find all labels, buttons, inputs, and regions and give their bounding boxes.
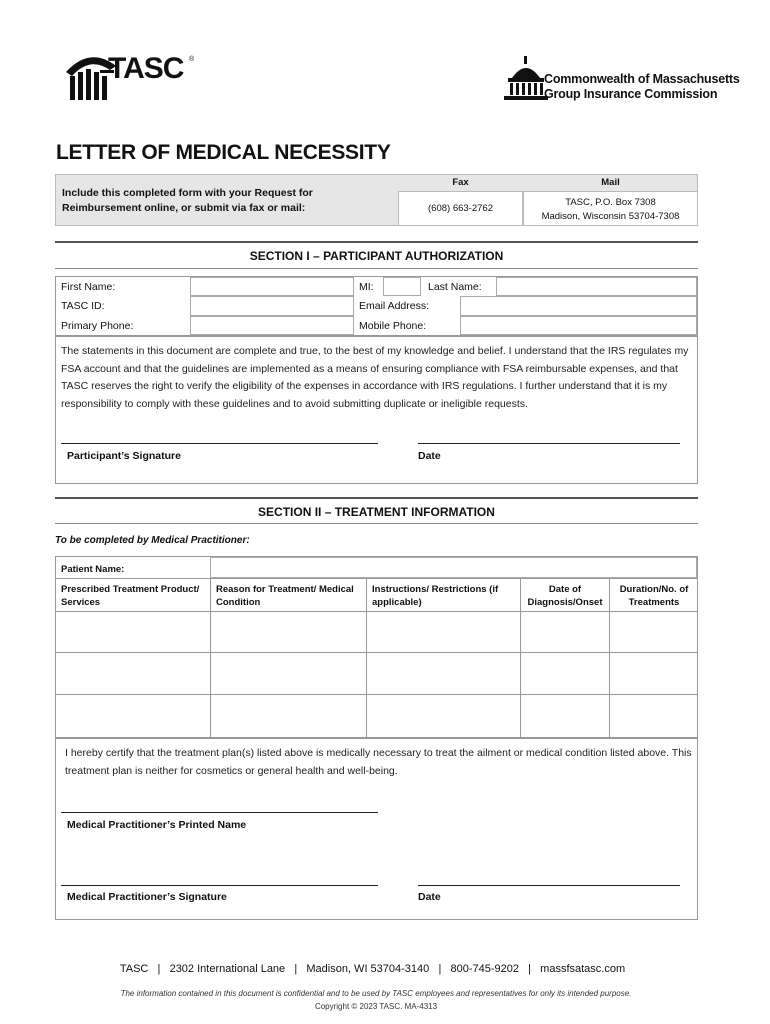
row-divider (55, 578, 698, 579)
submission-instruction: Include this completed form with your Request for Reimbursement online, or submit via fax or mail: (62, 187, 313, 214)
mail-address-line-2: Madison, Wisconsin 53704-7308 (541, 211, 680, 222)
tasc-id-field[interactable] (190, 296, 354, 316)
practitioner-printed-name-line[interactable] (61, 812, 378, 813)
last-name-field[interactable] (496, 277, 697, 296)
first-name-label: First Name: (61, 281, 116, 293)
footer-contact: TASC | 2302 International Lane | Madison, WI 53704-3140 | 800-745-9202 | massfsatasc.com (119, 963, 626, 975)
practitioner-instruction: To be completed by Medical Practitioner: (55, 535, 250, 546)
confidentiality-note: The information contained in this document is confidential and to be used by TASC employees and representatives for only its intended purpose. (120, 989, 632, 998)
gic-line-1: Commonwealth of Massachusetts (544, 72, 740, 86)
last-name-label: Last Name: (428, 281, 482, 293)
participant-signature-label: Participant’s Signature (67, 450, 181, 462)
patient-name-label: Patient Name: (61, 564, 125, 575)
practitioner-signature-line[interactable] (61, 885, 378, 886)
document-title: LETTER OF MEDICAL NECESSITY (56, 141, 391, 164)
gic-line-2: Group Insurance Commission (544, 87, 718, 101)
email-label: Email Address: (359, 300, 430, 312)
section-2-rule (55, 497, 698, 499)
tasc-wordmark: TASC (108, 52, 184, 85)
treatment-row[interactable] (56, 653, 697, 694)
gic-name (544, 72, 740, 102)
section-2-title: SECTION II – TREATMENT INFORMATION (258, 505, 495, 519)
tasc-trademark: ® (189, 56, 195, 63)
mail-heading: Mail (601, 177, 620, 188)
authorization-statement: The statements in this document are complete and true, to the best of my knowledge and belief. I understand that the IRS regulates my FSA account and that the guidelines are implemented as a means of ensuring compliance with FSA reimbursable expenses, and that TASC reserves the right to verify the eligibility of the expenses in accordance with IRS regulations. I further understand that it is my responsibility to comply with these guidelines and to avoid submitting duplicate or ineligible requests. (61, 345, 689, 410)
state-house-icon (502, 54, 550, 104)
treatment-row[interactable] (56, 612, 697, 652)
copyright: Copyright © 2023 TASC. MA-4313 (314, 1002, 438, 1011)
practitioner-signature-label: Medical Practitioner’s Signature (67, 891, 227, 903)
mail-address-line-1: TASC, P.O. Box 7308 (565, 197, 656, 208)
mobile-phone-label: Mobile Phone: (359, 320, 427, 332)
fax-heading: Fax (452, 177, 469, 188)
section-1-rule (55, 241, 698, 243)
practitioner-date-line[interactable] (418, 885, 680, 886)
participant-date-line[interactable] (418, 443, 680, 444)
primary-phone-label: Primary Phone: (61, 320, 134, 332)
col-reason-for-treatment: Reason for Treatment/ Medical Condition (216, 584, 354, 608)
primary-phone-field[interactable] (190, 316, 354, 335)
treatment-row[interactable] (56, 695, 697, 737)
practitioner-date-label: Date (418, 891, 441, 903)
patient-name-field[interactable] (210, 557, 697, 578)
col-duration: Duration/No. of Treatments (619, 584, 689, 608)
email-field[interactable] (460, 296, 697, 316)
certification-statement: I hereby certify that the treatment plan(s) listed above is medically necessary to treat the ailment or medical condition listed above. This treatment plan is neither for cosmetics or general health and well-being. (65, 747, 692, 777)
col-instructions: Instructions/ Restrictions (if applicable) (372, 584, 499, 608)
section-2-underline (55, 523, 698, 524)
section-1-underline (55, 268, 698, 269)
col-date-of-diagnosis: Date of Diagnosis/Onset (527, 584, 603, 608)
mi-label: MI: (359, 281, 374, 293)
first-name-field[interactable] (190, 277, 354, 296)
tasc-id-label: TASC ID: (61, 300, 105, 312)
practitioner-printed-name-label: Medical Practitioner’s Printed Name (67, 819, 247, 831)
mi-field[interactable] (383, 277, 421, 296)
fax-number: (608) 663-2762 (428, 203, 493, 214)
col-prescribed-treatment: Prescribed Treatment Product/ Services (61, 584, 200, 608)
participant-date-label: Date (418, 450, 441, 462)
mobile-phone-field[interactable] (460, 316, 697, 335)
section-1-title: SECTION I – PARTICIPANT AUTHORIZATION (249, 249, 504, 263)
participant-signature-line[interactable] (61, 443, 378, 444)
